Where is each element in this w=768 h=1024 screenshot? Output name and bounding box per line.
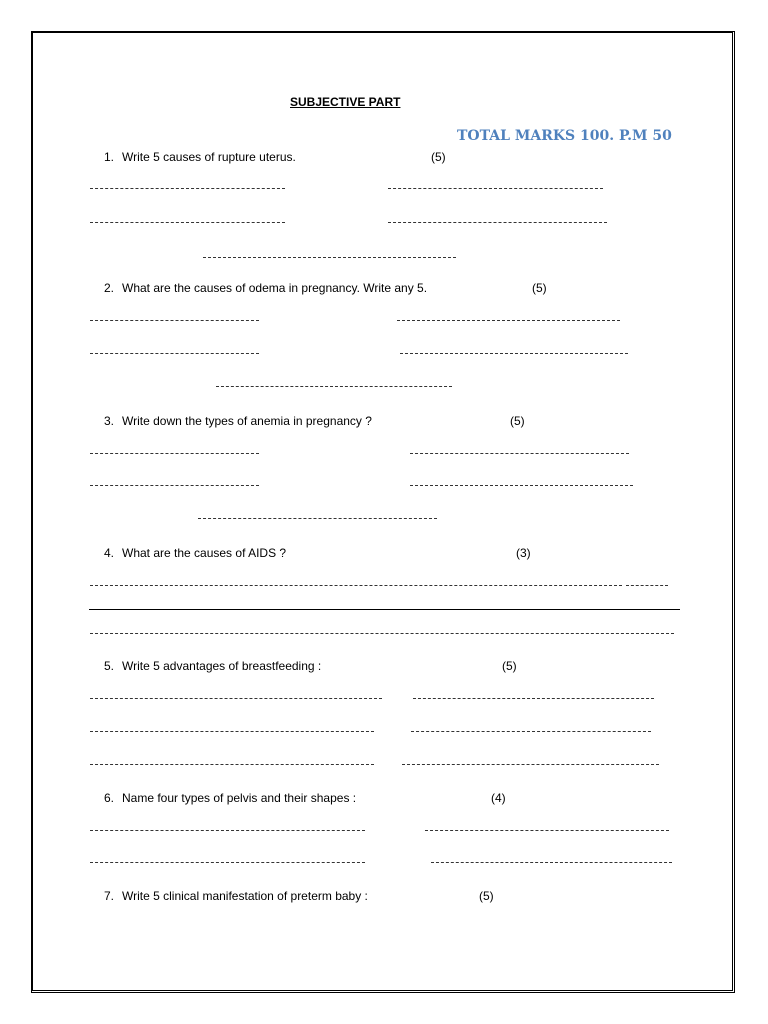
answer-line — [90, 764, 374, 765]
question-marks: (5) — [479, 889, 494, 903]
question-number: 1. — [103, 150, 114, 164]
question-5 — [90, 659, 321, 673]
answer-line — [402, 764, 659, 765]
answer-line — [410, 485, 633, 486]
question-2 — [90, 281, 427, 295]
answer-line — [431, 862, 672, 863]
question-4 — [90, 546, 286, 560]
answer-line — [203, 257, 456, 258]
answer-line — [90, 353, 259, 354]
answer-line — [90, 830, 365, 831]
question-number: 6. — [103, 791, 114, 805]
answer-line — [90, 188, 285, 189]
answer-line — [90, 731, 374, 732]
answer-line — [410, 453, 629, 454]
question-3 — [90, 414, 372, 428]
question-number: 3. — [103, 414, 114, 428]
question-text: Write down the types of anemia in pregnancy ? — [122, 414, 372, 428]
question-1 — [90, 150, 296, 164]
answer-line — [425, 830, 669, 831]
question-text: Write 5 advantages of breastfeeding : — [122, 659, 322, 673]
question-marks: (4) — [491, 791, 506, 805]
answer-line — [90, 585, 622, 586]
question-text: Write 5 causes of rupture uterus. — [122, 150, 296, 164]
total-marks: TOTAL MARKS 100. P.M 50 — [457, 128, 672, 144]
question-7 — [90, 889, 368, 903]
answer-line — [90, 222, 285, 223]
question-6 — [90, 791, 356, 805]
answer-line — [90, 485, 259, 486]
answer-line — [216, 386, 452, 387]
question-marks: (3) — [516, 546, 531, 560]
answer-line — [397, 320, 620, 321]
answer-line — [198, 518, 437, 519]
answer-line — [388, 222, 607, 223]
question-text: What are the causes of AIDS ? — [122, 546, 287, 560]
answer-line — [90, 453, 259, 454]
answer-line — [90, 320, 259, 321]
answer-line — [400, 353, 628, 354]
answer-line — [90, 698, 382, 699]
question-marks: (5) — [532, 281, 547, 295]
question-number: 2. — [103, 281, 114, 295]
answer-line — [413, 698, 654, 699]
section-title: SUBJECTIVE PART — [290, 95, 401, 109]
question-text: Name four types of pelvis and their shapes : — [122, 791, 357, 805]
question-number: 7. — [103, 889, 114, 903]
question-number: 4. — [103, 546, 114, 560]
question-text: Write 5 clinical manifestation of preterm baby : — [122, 889, 368, 903]
answer-line — [90, 633, 674, 634]
answer-rule — [89, 609, 680, 610]
answer-line — [388, 188, 603, 189]
question-marks: (5) — [502, 659, 517, 673]
question-marks: (5) — [510, 414, 525, 428]
answer-line — [411, 731, 651, 732]
answer-line — [626, 585, 668, 586]
page-border — [31, 31, 735, 993]
question-marks: (5) — [431, 150, 446, 164]
question-number: 5. — [103, 659, 114, 673]
question-text: What are the causes of odema in pregnancy. Write any 5. — [122, 281, 428, 295]
answer-line — [90, 862, 365, 863]
